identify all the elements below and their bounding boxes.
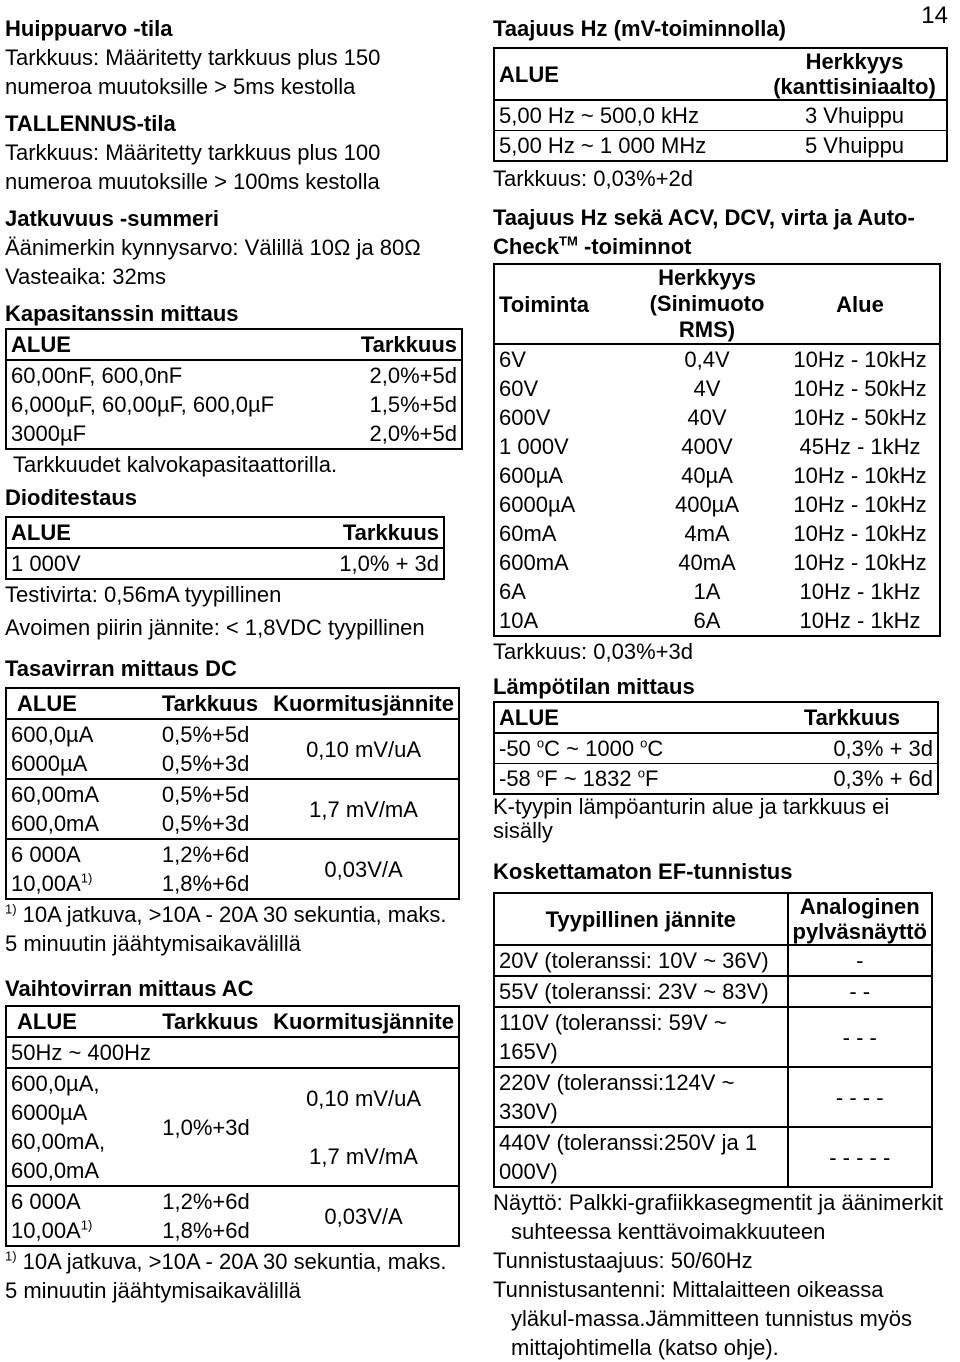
frequency2-accuracy: Tarkkuus: 0,03%+3d — [493, 639, 693, 664]
table-cell: 1) — [5, 1248, 17, 1264]
table-row — [494, 100, 947, 131]
table-cell: 1) — [5, 901, 17, 917]
table-cell: Tarkkuus — [162, 1009, 259, 1034]
temperature-note: K-tyypin lämpöanturin alue ja tarkkuus ei sisälly — [493, 794, 890, 843]
table-cell: Tarkkuus — [803, 705, 901, 730]
table-row — [494, 344, 940, 374]
table-cell: 440V (toleranssi:250V ja 1 000V) — [494, 1127, 788, 1187]
table-cell: 6,000µF, 60,00µF, 600,0µF — [11, 392, 275, 417]
text — [6, 1216, 158, 1246]
table-row — [6, 517, 444, 548]
table-cell: Analoginen pylväsnäyttö — [788, 893, 933, 945]
table-cell: ALUE — [17, 691, 77, 716]
table-cell: 0,03V/A — [324, 856, 403, 882]
table-row — [6, 1037, 459, 1068]
table-cell: -toiminnot — [577, 234, 692, 259]
ac-current-title: Vaihtovirran mittaus AC — [5, 976, 254, 1001]
frequency2-table — [493, 263, 941, 637]
table-cell: 10A jatkuva, >10A - 20A 30 sekuntia, maks. — [16, 1249, 447, 1274]
peak-mode-line2: numeroa muutoksille > 5ms kestolla — [5, 74, 356, 99]
table-cell: 6 000A — [11, 842, 81, 867]
table-cell: 1,8%+6d — [161, 871, 250, 896]
table-cell: C — [647, 736, 664, 761]
table-cell: 0,10 mV/uA — [306, 1085, 422, 1111]
table-cell: 10Hz - 10kHz — [793, 463, 927, 488]
table-cell: 0,10 mV/uA — [306, 736, 422, 762]
table-cell: 60mA — [499, 521, 557, 546]
table-cell: 600,0µA — [11, 722, 94, 747]
peak-mode-line1: Tarkkuus: Määritetty tarkkuus plus 150 — [5, 45, 381, 70]
table-cell: 2,0%+5d — [369, 363, 457, 388]
table-row — [6, 719, 459, 749]
table-cell: 0,3% + 6d — [833, 766, 933, 791]
table-row — [6, 419, 462, 449]
ef-title: Koskettamaton EF-tunnistus — [493, 859, 793, 884]
table-cell: 1A — [693, 579, 721, 604]
continuity-line2: Vasteaika: 32ms — [5, 264, 167, 289]
ac-current-table — [5, 1005, 460, 1247]
table-row — [6, 329, 462, 360]
table-cell: 6 000A — [11, 1189, 81, 1214]
ef-note3c: mittajohtimella (katso ohje). — [511, 1335, 779, 1360]
table-cell: 1,2%+6d — [161, 842, 250, 867]
table-cell: 4V — [693, 376, 721, 401]
table-cell: Herkkyys (Sinimuoto RMS) — [649, 265, 765, 342]
table-cell: 55V (toleranssi: 23V ~ 83V) — [494, 976, 788, 1007]
table-cell: 40µA — [681, 463, 733, 488]
table-cell: ALUE — [17, 1009, 77, 1034]
table-cell: - - - - - — [788, 1127, 933, 1187]
table-cell: 1) — [80, 870, 93, 886]
table-row — [494, 432, 940, 461]
text — [494, 733, 767, 764]
text — [493, 0, 955, 14]
table-cell: 1,0% + 3d — [339, 551, 439, 576]
diode-note2: Avoimen piirin jännite: < 1,8VDC tyypillinen — [5, 615, 425, 640]
table-cell: 0,3% + 3d — [833, 736, 933, 761]
table-cell: 400µA — [674, 492, 740, 517]
table-cell: 0,5%+3d — [161, 751, 250, 776]
table-cell: 600,0µA, 6000µA — [11, 1071, 100, 1125]
table-row — [494, 264, 940, 344]
table-row — [494, 1127, 932, 1187]
table-cell: 0,03V/A — [324, 1203, 403, 1229]
table-cell: Herkkyys (kanttisiniaalto) — [773, 49, 936, 99]
frequency-title: Taajuus Hz (mV-toiminnolla) — [493, 16, 786, 41]
dc-footnote1 — [5, 900, 463, 929]
temperature-table — [493, 701, 939, 795]
table-row — [494, 606, 940, 636]
table-cell: 10Hz - 10kHz — [793, 492, 927, 517]
table-row — [6, 839, 459, 869]
table-cell: 5,00 Hz ~ 1 000 MHz — [499, 133, 707, 158]
table-cell: 10Hz - 50kHz — [793, 376, 927, 401]
table-cell: 40mA — [678, 550, 736, 575]
table-row — [494, 548, 940, 577]
capacitance-note: Tarkkuudet kalvokapasitaattorilla. — [13, 452, 338, 477]
table-cell: 600,0mA — [11, 811, 100, 836]
table-cell: 3000µF — [11, 421, 87, 446]
table-cell: 10Hz - 1kHz — [799, 608, 921, 633]
continuity-line1: Äänimerkin kynnysarvo: Välillä 10Ω ja 80Ω — [5, 235, 421, 260]
table-cell: 600mA — [499, 550, 569, 575]
table-cell: 60,00mA, 600,0mA — [11, 1129, 106, 1183]
table-cell: Alue — [836, 291, 884, 317]
ef-table — [493, 892, 933, 1188]
table-cell: F ~ 1832 — [544, 766, 638, 791]
table-cell: 5,00 Hz ~ 500,0 kHz — [499, 103, 699, 128]
table-cell: Check — [493, 234, 560, 259]
table-row — [6, 548, 444, 579]
table-cell: 5 Vhuippu — [804, 133, 905, 158]
table-cell: 1,5%+5d — [369, 392, 457, 417]
record-mode-line1: Tarkkuus: Määritetty tarkkuus plus 100 — [5, 140, 381, 165]
table-row — [494, 374, 940, 403]
table-cell: Kuormitusjännite — [273, 1008, 454, 1034]
ac-footnote2: 5 minuutin jäähtymisaikavälillä — [5, 1278, 301, 1303]
table-cell: 6V — [499, 347, 526, 372]
frequency2-title-line1: Taajuus Hz sekä ACV, DCV, virta ja Auto- — [493, 205, 915, 230]
cap-header-accuracy: Tarkkuus — [360, 332, 457, 357]
table-cell: 1 000V — [11, 551, 81, 576]
ef-note2: Tunnistustaajuus: 50/60Hz — [493, 1248, 753, 1273]
table-cell: 60V — [499, 376, 539, 401]
page-number: 14 — [921, 2, 948, 29]
diode-header-range: ALUE — [11, 520, 71, 545]
table-cell: 10Hz - 10kHz — [793, 347, 927, 372]
dc-current-title: Tasavirran mittaus DC — [5, 656, 237, 681]
table-cell: Tarkkuus — [161, 691, 259, 716]
table-cell: 45Hz - 1kHz — [799, 434, 921, 459]
table-cell: Tyypillinen jännite — [494, 893, 788, 945]
table-row — [6, 360, 462, 390]
continuity-title: Jatkuvuus -summeri — [5, 206, 219, 231]
capacitance-table — [5, 328, 463, 450]
table-cell: o — [637, 765, 645, 781]
table-cell: 10,00A — [11, 871, 81, 896]
temperature-title: Lämpötilan mittaus — [493, 674, 695, 699]
table-cell: 10Hz - 1kHz — [799, 579, 921, 604]
table-cell: 600V — [499, 405, 551, 430]
table-row — [494, 519, 940, 548]
table-cell: o — [536, 735, 545, 751]
dc-footnote2: 5 minuutin jäähtymisaikavälillä — [5, 931, 301, 956]
table-row — [494, 945, 932, 976]
record-mode-line2: numeroa muutoksille > 100ms kestolla — [5, 169, 380, 194]
table-cell: - - - — [788, 1007, 933, 1067]
table-row — [494, 131, 947, 162]
table-cell: 60,00nF, 600,0nF — [11, 363, 183, 388]
table-cell: 1,0%+3d — [162, 1114, 250, 1140]
text — [494, 764, 767, 795]
table-row — [6, 1186, 459, 1216]
table-cell: 0,4V — [684, 347, 730, 372]
ef-note1b: suhteessa kenttävoimakkuuteen — [511, 1219, 826, 1244]
diode-title: Dioditestaus — [5, 485, 138, 510]
table-cell: 50Hz ~ 400Hz — [11, 1040, 152, 1065]
table-cell: 0,5%+5d — [161, 782, 250, 807]
table-row — [494, 1007, 932, 1067]
table-cell: 4mA — [684, 521, 730, 546]
table-row — [494, 48, 947, 100]
table-cell: 1,8%+6d — [162, 1218, 250, 1243]
table-row — [494, 577, 940, 606]
table-cell: - - — [788, 976, 933, 1007]
table-cell: o — [536, 765, 545, 781]
table-cell: TM — [559, 233, 578, 249]
table-cell: 10A — [499, 608, 539, 633]
table-cell: 40V — [687, 405, 727, 430]
frequency-accuracy: Tarkkuus: 0,03%+2d — [493, 166, 693, 191]
record-mode-title: TALLENNUS-tila — [5, 111, 176, 136]
ef-note3: Tunnistusantenni: Mittalaitteen oikeassa — [493, 1277, 884, 1302]
table-cell: 3 Vhuippu — [804, 103, 905, 128]
table-row — [6, 1006, 459, 1037]
table-cell: -58 — [499, 766, 537, 791]
table-row — [494, 403, 940, 432]
left-column — [5, 0, 463, 1305]
dc-current-table — [5, 687, 460, 900]
table-row — [6, 688, 459, 719]
diode-header-accuracy: Tarkkuus — [342, 520, 439, 545]
table-cell: 110V (toleranssi: 59V ~ 165V) — [494, 1007, 788, 1067]
table-cell: 10Hz - 50kHz — [793, 405, 927, 430]
table-cell: 1,7 mV/mA — [309, 796, 418, 822]
table-cell: - - - - — [788, 1067, 933, 1127]
frequency2-title-line2 — [493, 232, 955, 261]
table-cell: 6A — [693, 608, 721, 633]
text — [6, 869, 158, 899]
peak-mode-title: Huippuarvo -tila — [5, 16, 173, 41]
table-cell: 6A — [499, 579, 526, 604]
table-row — [6, 390, 462, 419]
table-row — [494, 893, 932, 945]
right-column — [493, 0, 955, 1362]
table-cell: 220V (toleranssi:124V ~ 330V) — [494, 1067, 788, 1127]
table-cell: 1,2%+6d — [162, 1189, 250, 1214]
table-cell: 10Hz - 10kHz — [793, 550, 927, 575]
table-row — [494, 976, 932, 1007]
table-row — [494, 702, 938, 733]
table-row — [494, 764, 938, 795]
table-cell: 6000µA — [499, 492, 576, 517]
table-cell: 1) — [80, 1217, 93, 1233]
diode-note1: Testivirta: 0,56mA tyypillinen — [5, 582, 282, 607]
table-cell: ALUE — [499, 61, 559, 87]
table-cell: ALUE — [499, 705, 559, 730]
table-row — [6, 1068, 459, 1127]
table-cell: 1 000V — [499, 434, 569, 459]
ef-note1: Näyttö: Palkki-grafiikkasegmentit ja äänimerkit — [493, 1190, 943, 1215]
table-cell: 2,0%+5d — [369, 421, 457, 446]
table-row — [494, 733, 938, 764]
table-cell: 0,5%+3d — [161, 811, 250, 836]
table-row — [494, 461, 940, 490]
table-cell: F — [644, 766, 659, 791]
table-row — [494, 490, 940, 519]
table-cell: 600µA — [499, 463, 564, 488]
table-cell: 1,7 mV/mA — [309, 1143, 418, 1169]
table-cell: 10Hz - 10kHz — [793, 521, 927, 546]
table-cell: Toiminta — [499, 291, 590, 317]
table-row — [6, 779, 459, 809]
ac-footnote1 — [5, 1247, 463, 1276]
table-cell: 0,5%+5d — [161, 722, 250, 747]
cap-header-range: ALUE — [11, 332, 71, 357]
table-cell: - — [788, 945, 933, 976]
table-cell: 6000µA — [11, 751, 88, 776]
diode-table — [5, 516, 445, 580]
ef-note3b: yläkul-massa.Jämmitteen tunnistus myös — [511, 1306, 913, 1331]
table-cell: o — [640, 735, 648, 751]
table-cell: 60,00mA — [11, 782, 100, 807]
table-cell: 400V — [681, 434, 733, 459]
text — [5, 0, 463, 14]
frequency-table — [493, 47, 948, 162]
table-cell: 20V (toleranssi: 10V ~ 36V) — [494, 945, 788, 976]
table-cell: Kuormitusjännite — [273, 690, 454, 716]
table-row — [494, 1067, 932, 1127]
table-cell: 10A jatkuva, >10A - 20A 30 sekuntia, maks. — [16, 902, 447, 927]
table-cell: -50 — [499, 736, 537, 761]
table-cell: 10,00A — [11, 1218, 81, 1243]
table-cell: C ~ 1000 — [544, 736, 641, 761]
capacitance-title: Kapasitanssin mittaus — [5, 301, 239, 326]
